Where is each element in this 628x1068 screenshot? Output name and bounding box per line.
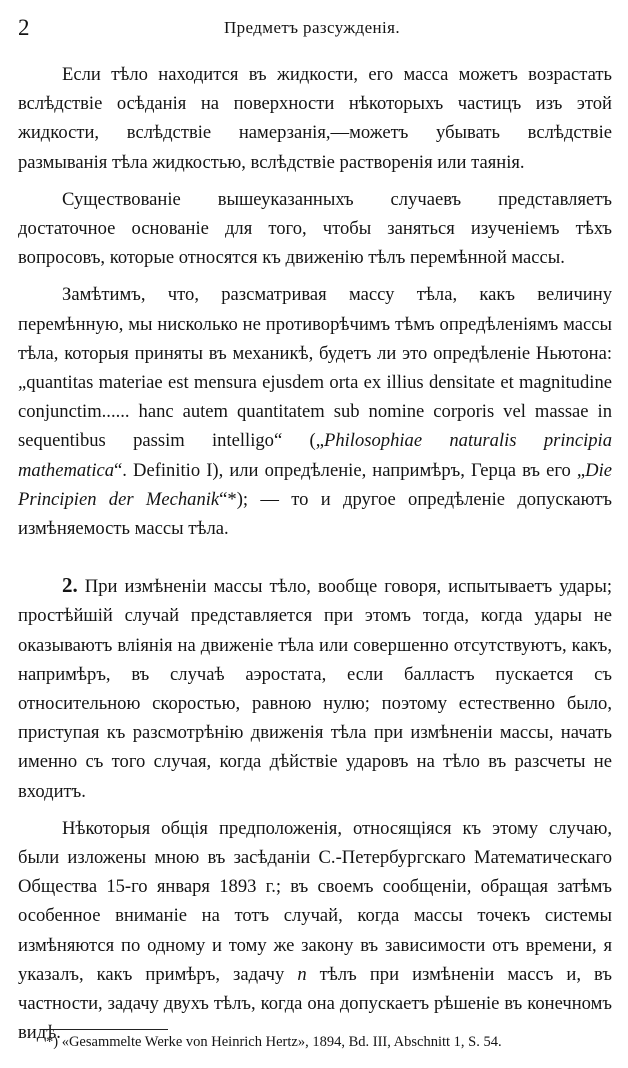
paragraph-2 xyxy=(18,185,612,273)
page-header xyxy=(18,15,606,45)
paragraph-3 xyxy=(18,280,612,543)
italic-title-principia: Philosophiae naturalis principia mathematica xyxy=(18,430,612,481)
paragraph-1-text: Если тѣло находится въ жидкости, его масса можетъ возрастать вслѣдствіе осѣданія на поверхности нѣкоторыхъ частицъ изъ этой жидкости, вслѣдствіе намерзанія,—можетъ убывать вслѣдствіе размыванія тѣла жидкостью, вслѣдствіе растворенія или таянія. xyxy=(18,64,612,173)
page-number: 2 xyxy=(18,15,30,40)
paragraph-5-text-b: тѣлъ при измѣненіи массъ и, въ частности, задачу двухъ тѣлъ, когда она допускаетъ рѣшеніе въ конечномъ видѣ. xyxy=(18,963,612,1044)
paragraph-1 xyxy=(18,60,612,177)
paragraph-4 xyxy=(18,571,612,806)
paragraph-3-text-c: “*); — то и другое опредѣленіе допускаютъ измѣняемость массы тѣла. xyxy=(18,488,612,540)
paragraph-5 xyxy=(18,814,612,1048)
running-head: Предметъ разсужденія. xyxy=(223,18,401,37)
paragraph-4-text: При измѣненіи массы тѣло, вообще говоря, испытываетъ удары; простѣйшій случай представляется при этомъ тогда, когда удары не оказываютъ вліянія на движеніе тѣла или совершенно отсутствуютъ, какъ, напримѣръ, въ случаѣ аэростата, если балластъ пускается съ относительною скоростью, равною нулю; поэтому естественно было, приступая къ разсмотрѣнію движенія тѣла при измѣненіи массы, начать именно съ того случая, когда дѣйствіе ударовъ на тѣло въ разсчеты не входитъ. xyxy=(18,576,612,802)
italic-title-mechanik: Die Principien der Mechanik xyxy=(18,459,612,510)
italic-variable-n: n xyxy=(297,963,307,985)
paragraph-3-text-b: “. Definitio I), или опредѣленіе, напримѣръ, Герца въ его „ xyxy=(114,459,586,481)
paragraph-5-text-a: Нѣкоторыя общія предположенія, относящіяся къ этому случаю, были изложены мною въ засѣданіи С.-Петербургскаго Математическаго Общества 15-го января 1893 г.; въ своемъ сообщеніи, обращая затѣмъ особенное вниманіе на тотъ случай, когда массы точекъ системы измѣняются по одному и тому же закону въ зависимости отъ времени, я указалъ, какъ примѣръ, задачу xyxy=(18,817,612,985)
page-body xyxy=(18,60,612,1048)
paragraph-3-text-a: Замѣтимъ, что, разсматривая массу тѣла, какъ величину перемѣнную, мы нисколько не противорѣчимъ тѣмъ опредѣленіямъ массы тѣла, которыя приняты въ механикѣ, будетъ ли это опредѣленіе Ньютона: „quantitas materiae est mensura ejusdem orta ex illius densitate et magnitudine conjunctim...... hanc autem quantitatem sub nomine corporis vel massae in sequentibus passim intelligo“ („ xyxy=(18,284,612,452)
footnote-divider xyxy=(40,1029,168,1030)
section-number: 2. xyxy=(62,573,78,598)
paragraph-2-text: Существованіе вышеуказанныхъ случаевъ представляетъ достаточное основаніе для того, чтобы заняться изученіемъ тѣхъ вопросовъ, которые относятся къ движенію тѣлъ перемѣнной массы. xyxy=(18,188,612,269)
footnote: *) «Gesammelte Werke von Heinrich Hertz», 1894, Bd. III, Abschnitt 1, S. 54. xyxy=(46,1034,502,1050)
